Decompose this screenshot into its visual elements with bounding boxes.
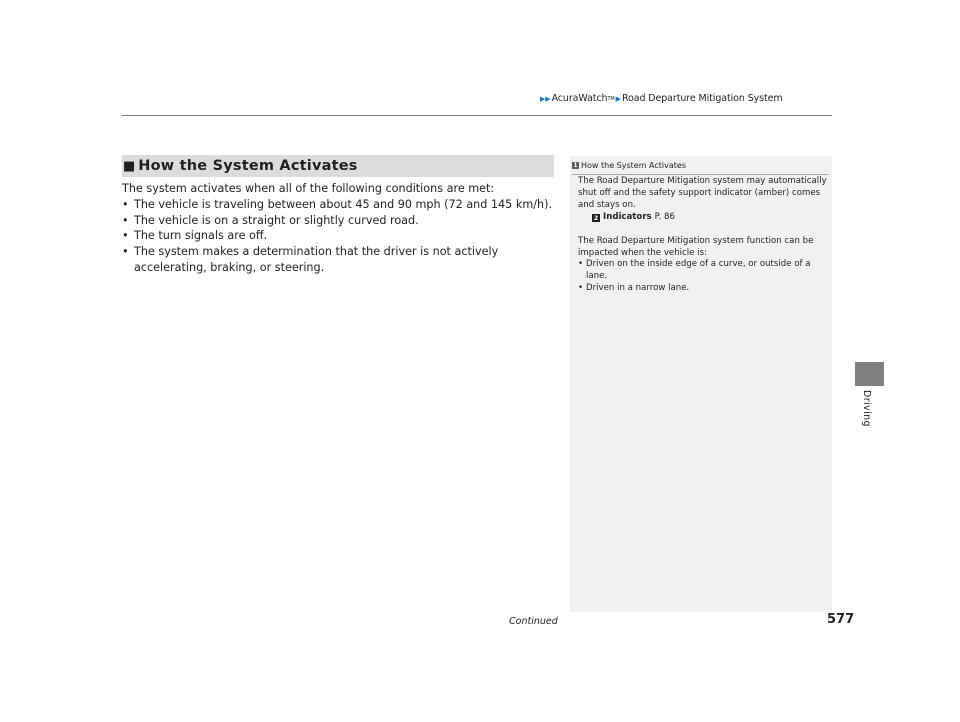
trademark-mark: TM — [607, 95, 615, 102]
cross-reference-link[interactable] — [578, 212, 828, 224]
main-content — [122, 181, 552, 276]
breadcrumb-item-road-departure[interactable]: Road Departure Mitigation System — [621, 93, 783, 104]
breadcrumb — [540, 93, 840, 104]
section-square-icon: ■ — [123, 158, 136, 174]
section-title: How the System Activates — [138, 158, 358, 174]
conditions-list — [122, 197, 552, 276]
breadcrumb-arrow-icon: ▶▶ — [540, 94, 551, 103]
sidebar-heading — [572, 158, 828, 175]
cross-reference-icon: 2 — [593, 213, 599, 222]
reference-number-icon: 1 — [573, 161, 578, 169]
sidebar-list — [578, 259, 828, 295]
sidebar-body — [578, 176, 828, 295]
list-item: • The turn signals are off. — [122, 229, 268, 243]
list-item: • The vehicle is traveling between about 45 and 90 mph (72 and 145 km/h). — [122, 197, 552, 211]
list-item: • The vehicle is on a straight or slightly curved road. — [122, 213, 419, 227]
sidebar-heading-text: How the System Activates — [581, 160, 686, 170]
header-divider — [122, 115, 832, 116]
page-number: 577 — [827, 612, 855, 627]
continued-note: Continued — [509, 616, 558, 627]
list-item: • Driven on the inside edge of a curve, or outside of a lane. — [578, 259, 811, 282]
chapter-tab[interactable] — [855, 362, 884, 386]
section-heading-bar — [122, 155, 554, 177]
sidebar-paragraph: The Road Departure Mitigation system function can be impacted when the vehicle is: — [578, 235, 814, 258]
sidebar-note — [570, 156, 832, 612]
list-item: • The system makes a determination that the driver is not actively accelerating, braking, or steering. — [122, 245, 499, 274]
list-item: • Driven in a narrow lane. — [578, 283, 690, 294]
cross-reference-page: P. 86 — [654, 211, 675, 222]
intro-text: The system activates when all of the following conditions are met: — [122, 182, 495, 195]
sidebar-paragraph: The Road Departure Mitigation system may automatically shut off and the safety support indicator (amber) comes and stays on. — [578, 176, 827, 210]
cross-reference-title: Indicators — [603, 211, 652, 222]
breadcrumb-arrow-icon: ▶ — [615, 94, 621, 103]
breadcrumb-item-acurawatch[interactable]: AcuraWatch — [551, 93, 608, 104]
chapter-label: Driving — [861, 390, 872, 427]
